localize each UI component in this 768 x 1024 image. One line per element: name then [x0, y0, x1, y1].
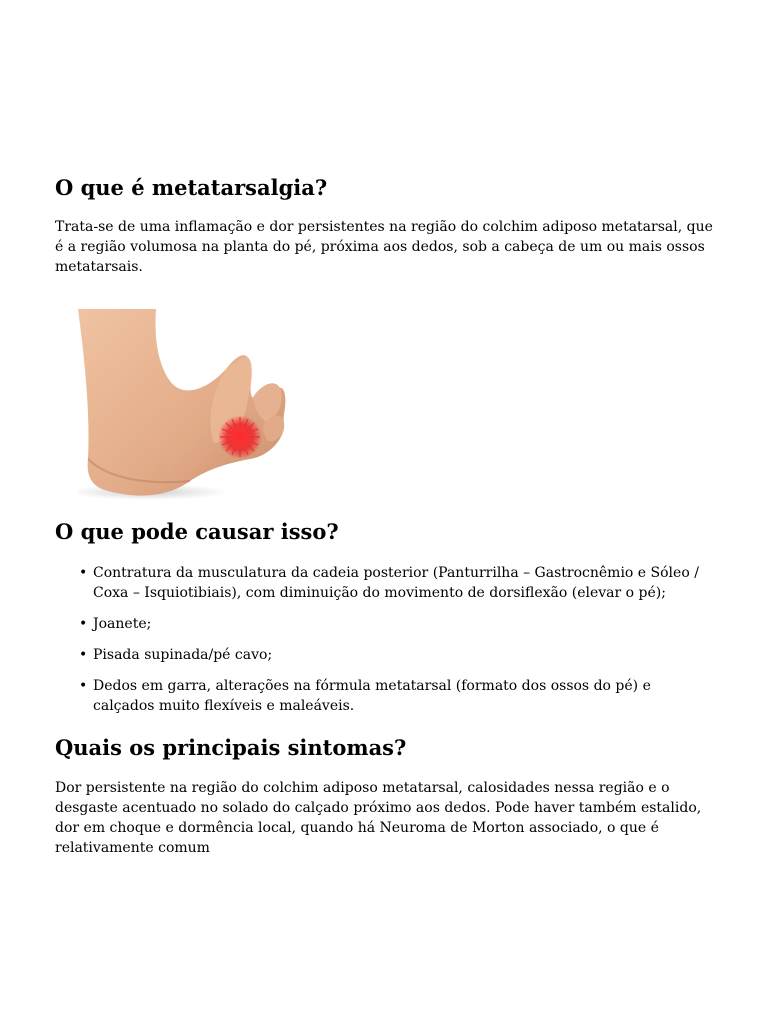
- list-item: • Pisada supinada/pé cavo;: [93, 645, 715, 665]
- list-item: • Dedos em garra, alterações na fórmula metatarsal (formato dos ossos do pé) e calçados muito flexíveis e maleáveis.: [93, 676, 715, 716]
- paragraph-symptoms: Dor persistente na região do colchim adiposo metatarsal, calosidades nessa região e o desgaste acentuado no solado do calçado próximo aos dedos. Pode haver também estalido, dor em choque e dormência local, quando há Neuroma de Morton associado, o que é relativamente comum: [55, 780, 702, 856]
- paragraph-definition: Trata-se de uma inflamação e dor persistentes na região do colchim adiposo metatarsal, que é a região volumosa na planta do pé, próxima aos dedos, sob a cabeça de um ou mais ossos metatarsais.: [55, 219, 713, 275]
- foot-pain-image: [78, 309, 290, 503]
- causes-list: [55, 563, 715, 727]
- foot-pain-icon: [78, 309, 290, 503]
- heading-symptoms: Quais os principais sintomas?: [55, 735, 407, 760]
- list-item: • Contratura da musculatura da cadeia posterior (Panturrilha – Gastrocnêmio e Sóleo / Coxa – Isquiotibiais), com diminuição do movimento de dorsiflexão (elevar o pé);: [93, 563, 715, 603]
- list-item: • Joanete;: [93, 614, 715, 634]
- heading-causes: O que pode causar isso?: [55, 519, 339, 544]
- heading-what-is: O que é metatarsalgia?: [55, 175, 328, 200]
